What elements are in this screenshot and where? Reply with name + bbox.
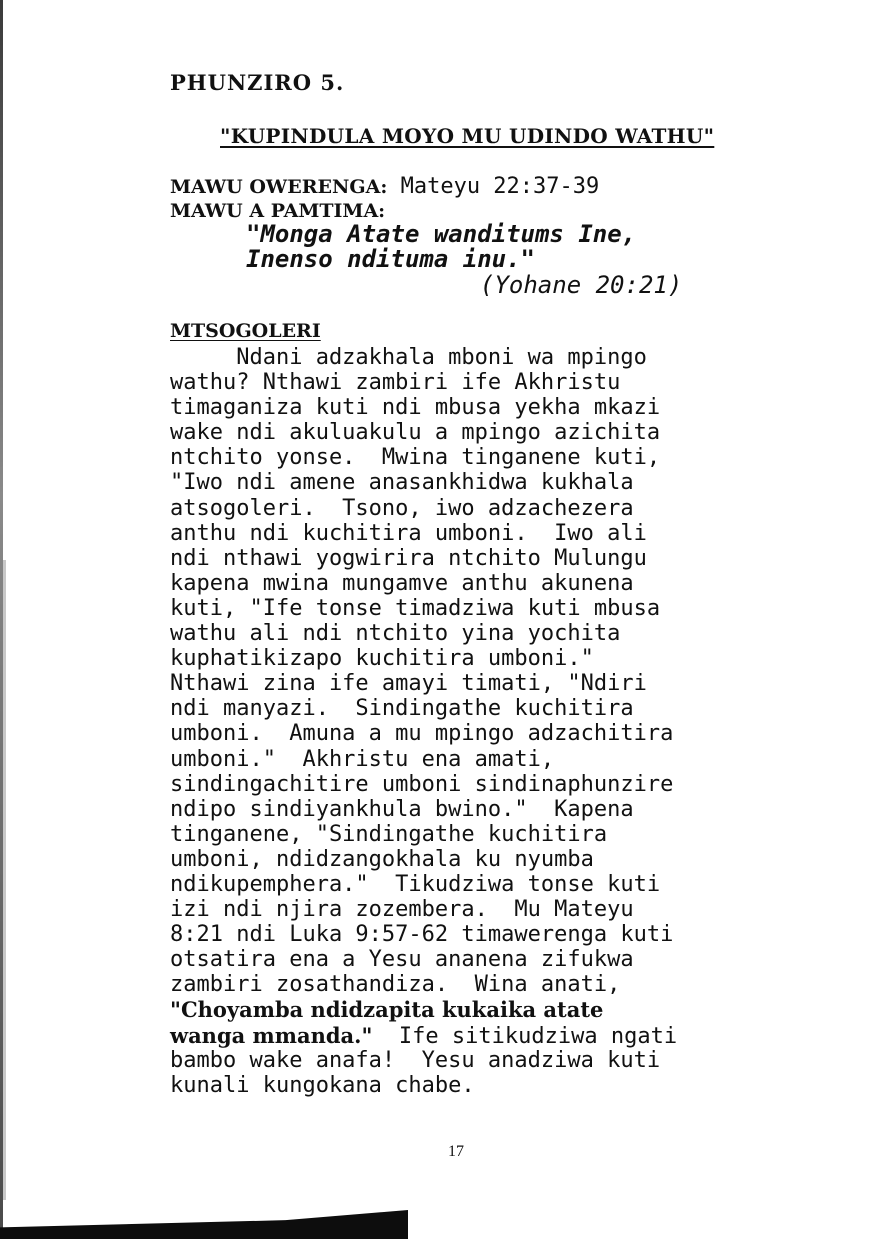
body-line: Nthawi zina ife amayi timati, "Ndiri: [170, 671, 647, 697]
body-line: anthu ndi kuchitira umboni. Iwo ali: [170, 520, 647, 546]
emphasis-fragment: wanga mmanda.": [170, 1022, 373, 1048]
body-line: otsatira ena a Yesu ananena zifukwa: [170, 947, 634, 973]
body-line: wake ndi akuluakulu a mpingo azichita: [170, 420, 661, 446]
body-line: zambiri zosathandiza. Wina anati,: [170, 972, 621, 998]
body-line: kapena mwina mungamve anthu akunena: [170, 570, 634, 596]
reading-line: [170, 174, 599, 199]
body-line: atsogoleri. Tsono, iwo adzachezera: [170, 495, 634, 521]
body-line: ntchito yonse. Mwina tinganene kuti,: [170, 445, 661, 471]
body-line: 8:21 ndi Luka 9:57-62 timawerenga kuti: [170, 922, 674, 948]
body-line: ndipo sindiyankhula bwino." Kapena: [170, 796, 634, 822]
body-line: timaganiza kuti ndi mbusa yekha mkazi: [170, 395, 661, 421]
lesson-title: "KUPINDULA MOYO MU UDINDO WATHU": [220, 124, 715, 148]
scan-bottom-smudge: [0, 1210, 408, 1239]
body-line: Ndani adzakhala mboni wa mpingo: [170, 345, 647, 370]
memory-verse-reference: (Yohane 20:21): [480, 271, 683, 299]
body-line: umboni, ndidzangokhala ku nyumba: [170, 846, 594, 872]
body-line: "Iwo ndi amene anasankhidwa kukhala: [170, 470, 634, 496]
body-line: izi ndi njira zozembera. Mu Mateyu: [170, 897, 634, 923]
body-line: ndi manyazi. Sindingathe kuchitira: [170, 696, 634, 722]
body-line: kunali kungokana chabe.: [170, 1072, 475, 1098]
page-number: 17: [448, 1143, 464, 1160]
reading-label: MAWU OWERENGA:: [170, 176, 388, 198]
emphasis-line: "Choyamba ndidzapita kukaika atate: [170, 997, 604, 1023]
memory-verse: [246, 222, 636, 272]
body-line: sindingachitire umboni sindinaphunzire: [170, 771, 674, 797]
body-line: wathu? Nthawi zambiri ife Akhristu: [170, 370, 621, 396]
emphasis-line-with-tail: [170, 1023, 770, 1048]
section-heading: MTSOGOLERI: [170, 320, 321, 342]
emphasis-tail: Ife sitikudziwa ngati: [372, 1023, 678, 1049]
body-line: ndikupemphera." Tikudziwa tonse kuti: [170, 871, 661, 897]
memory-verse-line-2: Inenso ndituma inu.": [246, 245, 535, 273]
reading-reference: Mateyu 22:37-39: [400, 174, 600, 199]
body-line: umboni." Akhristu ena amati,: [170, 746, 555, 772]
body-line: kuti, "Ife tonse timadziwa kuti mbusa: [170, 595, 661, 621]
scan-left-shadow: [3, 560, 6, 1200]
memory-verse-line-1: "Monga Atate wanditums Ine,: [246, 220, 637, 248]
body-line: umboni. Amuna a mu mpingo adzachitira: [170, 721, 674, 747]
body-line: ndi nthawi yogwirira ntchito Mulungu: [170, 545, 647, 571]
memory-verse-label: MAWU A PAMTIMA:: [170, 200, 386, 222]
section-body: [170, 345, 770, 1098]
lesson-number: PHUNZIRO 5.: [170, 70, 345, 95]
body-line: bambo wake anafa! Yesu anadziwa kuti: [170, 1047, 661, 1073]
body-line: kuphatikizapo kuchitira umboni.": [170, 646, 594, 672]
body-line: tinganene, "Sindingathe kuchitira: [170, 821, 608, 847]
body-line: wathu ali ndi ntchito yina yochita: [170, 621, 621, 647]
